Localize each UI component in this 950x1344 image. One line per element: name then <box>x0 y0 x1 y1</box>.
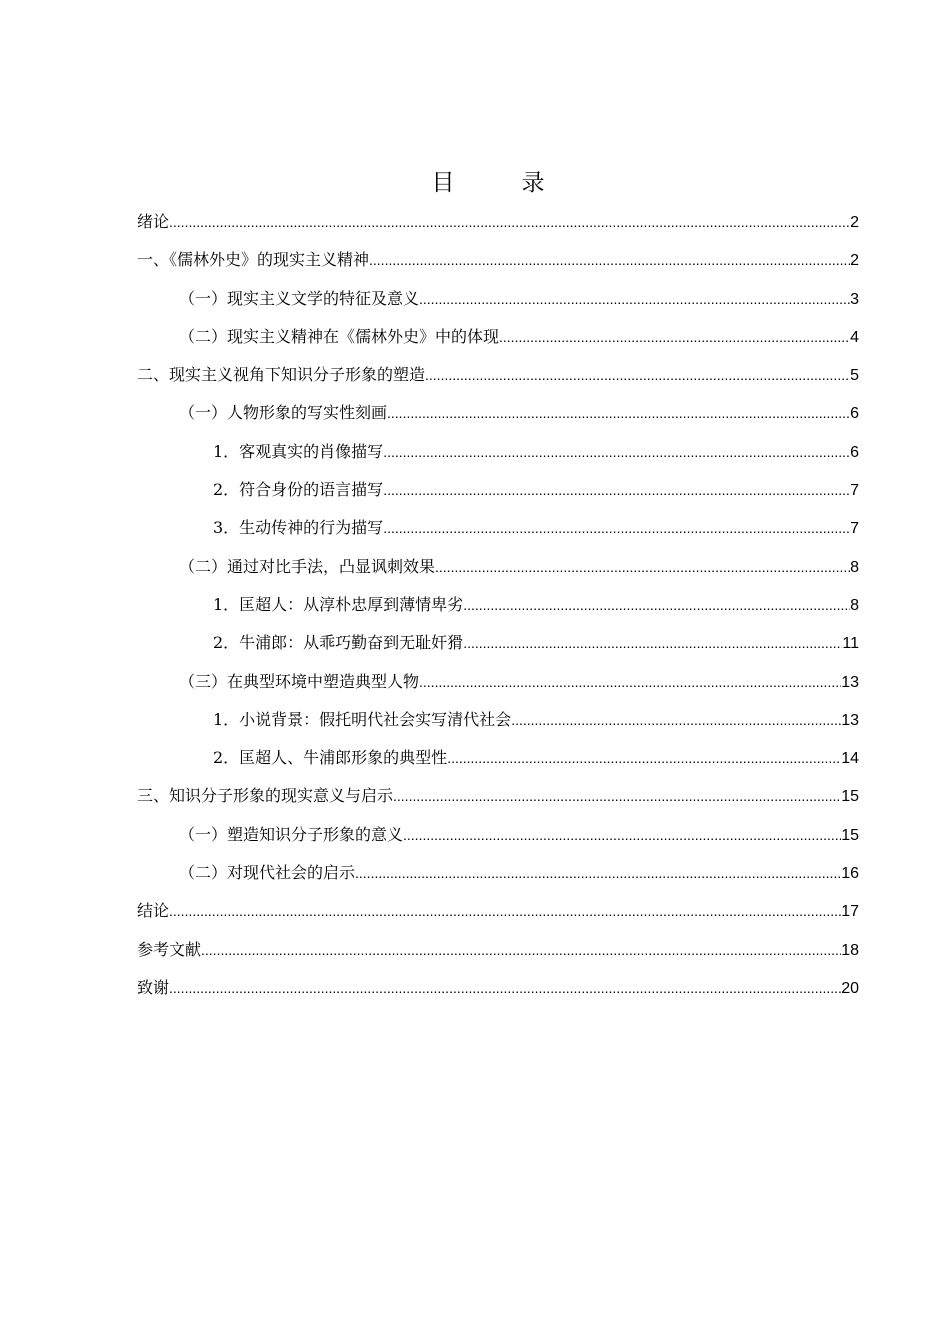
toc-entry-page: 13 <box>841 711 859 729</box>
toc-entry[interactable] <box>137 933 859 971</box>
toc-dot-leader <box>511 703 841 737</box>
toc-entry-label: 绪论 <box>137 212 170 231</box>
toc-entry-label: 1．客观真实的肖像描写 <box>213 441 384 461</box>
toc-entry-page: 20 <box>841 979 859 997</box>
toc-dot-leader <box>387 396 850 430</box>
toc-entry-page: 15 <box>841 788 859 806</box>
toc-entry-page: 2 <box>850 214 859 231</box>
toc-entry-page: 3 <box>850 290 859 308</box>
toc-entry-label: 一、《儒林外史》的现实主义精神 <box>137 250 370 270</box>
toc-entry-label: 3．生动传神的行为描写 <box>213 518 384 538</box>
toc-dot-leader <box>403 818 841 852</box>
toc-dot-leader <box>369 243 850 277</box>
toc-dot-leader <box>355 856 841 890</box>
toc-entry[interactable] <box>137 358 859 396</box>
toc-entry-page: 6 <box>850 405 859 423</box>
toc-entry[interactable] <box>137 205 859 243</box>
toc-entry-page: 7 <box>850 520 859 538</box>
toc-entry-page: 5 <box>850 367 859 385</box>
toc-entry[interactable] <box>137 779 859 817</box>
toc-entry-label: 1．小说背景：假托明代社会实写清代社会 <box>213 709 512 729</box>
toc-entry[interactable] <box>137 396 859 434</box>
toc-entry[interactable] <box>137 703 859 741</box>
toc-dot-leader <box>169 971 841 1005</box>
toc-dot-leader <box>447 741 841 775</box>
toc-entry[interactable] <box>137 818 859 856</box>
toc-dot-leader <box>383 473 850 507</box>
toc-entry-page: 14 <box>841 750 859 768</box>
toc-dot-leader <box>393 779 841 813</box>
toc-entry[interactable] <box>137 320 859 358</box>
toc-entry-page: 17 <box>841 903 859 921</box>
toc-entry[interactable] <box>137 473 859 511</box>
toc-entry-label: （二）对现代社会的启示 <box>179 863 356 883</box>
toc-entry-label: （二）通过对比手法，凸显讽刺效果 <box>179 556 436 576</box>
toc-entry-label: （一）现实主义文学的特征及意义 <box>179 288 420 308</box>
toc-entry[interactable] <box>137 435 859 473</box>
toc-entry[interactable] <box>137 856 859 894</box>
toc-entry-page: 15 <box>841 826 859 844</box>
toc-entry[interactable] <box>137 894 859 932</box>
toc-dot-leader <box>383 435 850 469</box>
toc-dot-leader <box>419 665 841 699</box>
toc-dot-leader <box>499 320 850 354</box>
toc-dot-leader <box>435 550 850 584</box>
toc-entry-page: 6 <box>850 443 859 461</box>
toc-entry-label: （一）塑造知识分子形象的意义 <box>179 824 404 844</box>
toc-entry-label: 2．符合身份的语言描写 <box>213 480 384 500</box>
toc-entry[interactable] <box>137 550 859 588</box>
toc-entry-page: 7 <box>850 482 859 500</box>
toc-entry-page: 8 <box>850 596 859 614</box>
toc-entry-label: 参考文献 <box>137 939 202 959</box>
toc-entry-label: 2．牛浦郎：从乖巧勤奋到无耻奸猾 <box>213 633 464 653</box>
toc-entry-page: 8 <box>850 558 859 576</box>
toc-entry-page: 18 <box>841 941 859 959</box>
toc-entry-label: （一）人物形象的写实性刻画 <box>179 403 388 423</box>
toc-entry[interactable] <box>137 243 859 281</box>
toc-dot-leader <box>169 205 850 239</box>
toc-entry-label: 结论 <box>137 901 170 921</box>
toc-entry[interactable] <box>137 626 859 664</box>
toc-entry[interactable] <box>137 511 859 549</box>
toc-entry[interactable] <box>137 971 859 1009</box>
toc-entry-label: 1．匡超人：从淳朴忠厚到薄情卑劣 <box>213 594 464 614</box>
toc-entry-page: 2 <box>850 252 859 270</box>
toc-entry-page: 4 <box>850 328 859 346</box>
toc-entry[interactable] <box>137 665 859 703</box>
toc-dot-leader <box>425 358 850 392</box>
toc-entry-label: 2．匡超人、牛浦郎形象的典型性 <box>213 748 448 768</box>
toc-entry[interactable] <box>137 588 859 626</box>
toc-entry-page: 13 <box>841 673 859 691</box>
toc-entry[interactable] <box>137 741 859 779</box>
toc-entry-page: 16 <box>841 865 859 883</box>
toc-dot-leader <box>201 933 841 967</box>
toc-dot-leader <box>169 894 841 928</box>
toc-dot-leader <box>383 511 850 545</box>
toc-entry-label: （三）在典型环境中塑造典型人物 <box>179 671 420 691</box>
toc-list <box>137 205 859 1009</box>
toc-title: 目 录 <box>431 170 567 196</box>
toc-entry-label: 三、知识分子形象的现实意义与启示 <box>137 786 394 806</box>
toc-entry-label: 二、现实主义视角下知识分子形象的塑造 <box>137 365 426 385</box>
toc-entry[interactable] <box>137 282 859 320</box>
toc-entry-label: 致谢 <box>137 977 170 997</box>
toc-dot-leader <box>419 282 850 316</box>
toc-dot-leader <box>463 626 842 660</box>
toc-entry-label: （二）现实主义精神在《儒林外史》中的体现 <box>179 326 500 346</box>
toc-dot-leader <box>463 588 850 622</box>
toc-entry-page: 11 <box>842 635 859 653</box>
